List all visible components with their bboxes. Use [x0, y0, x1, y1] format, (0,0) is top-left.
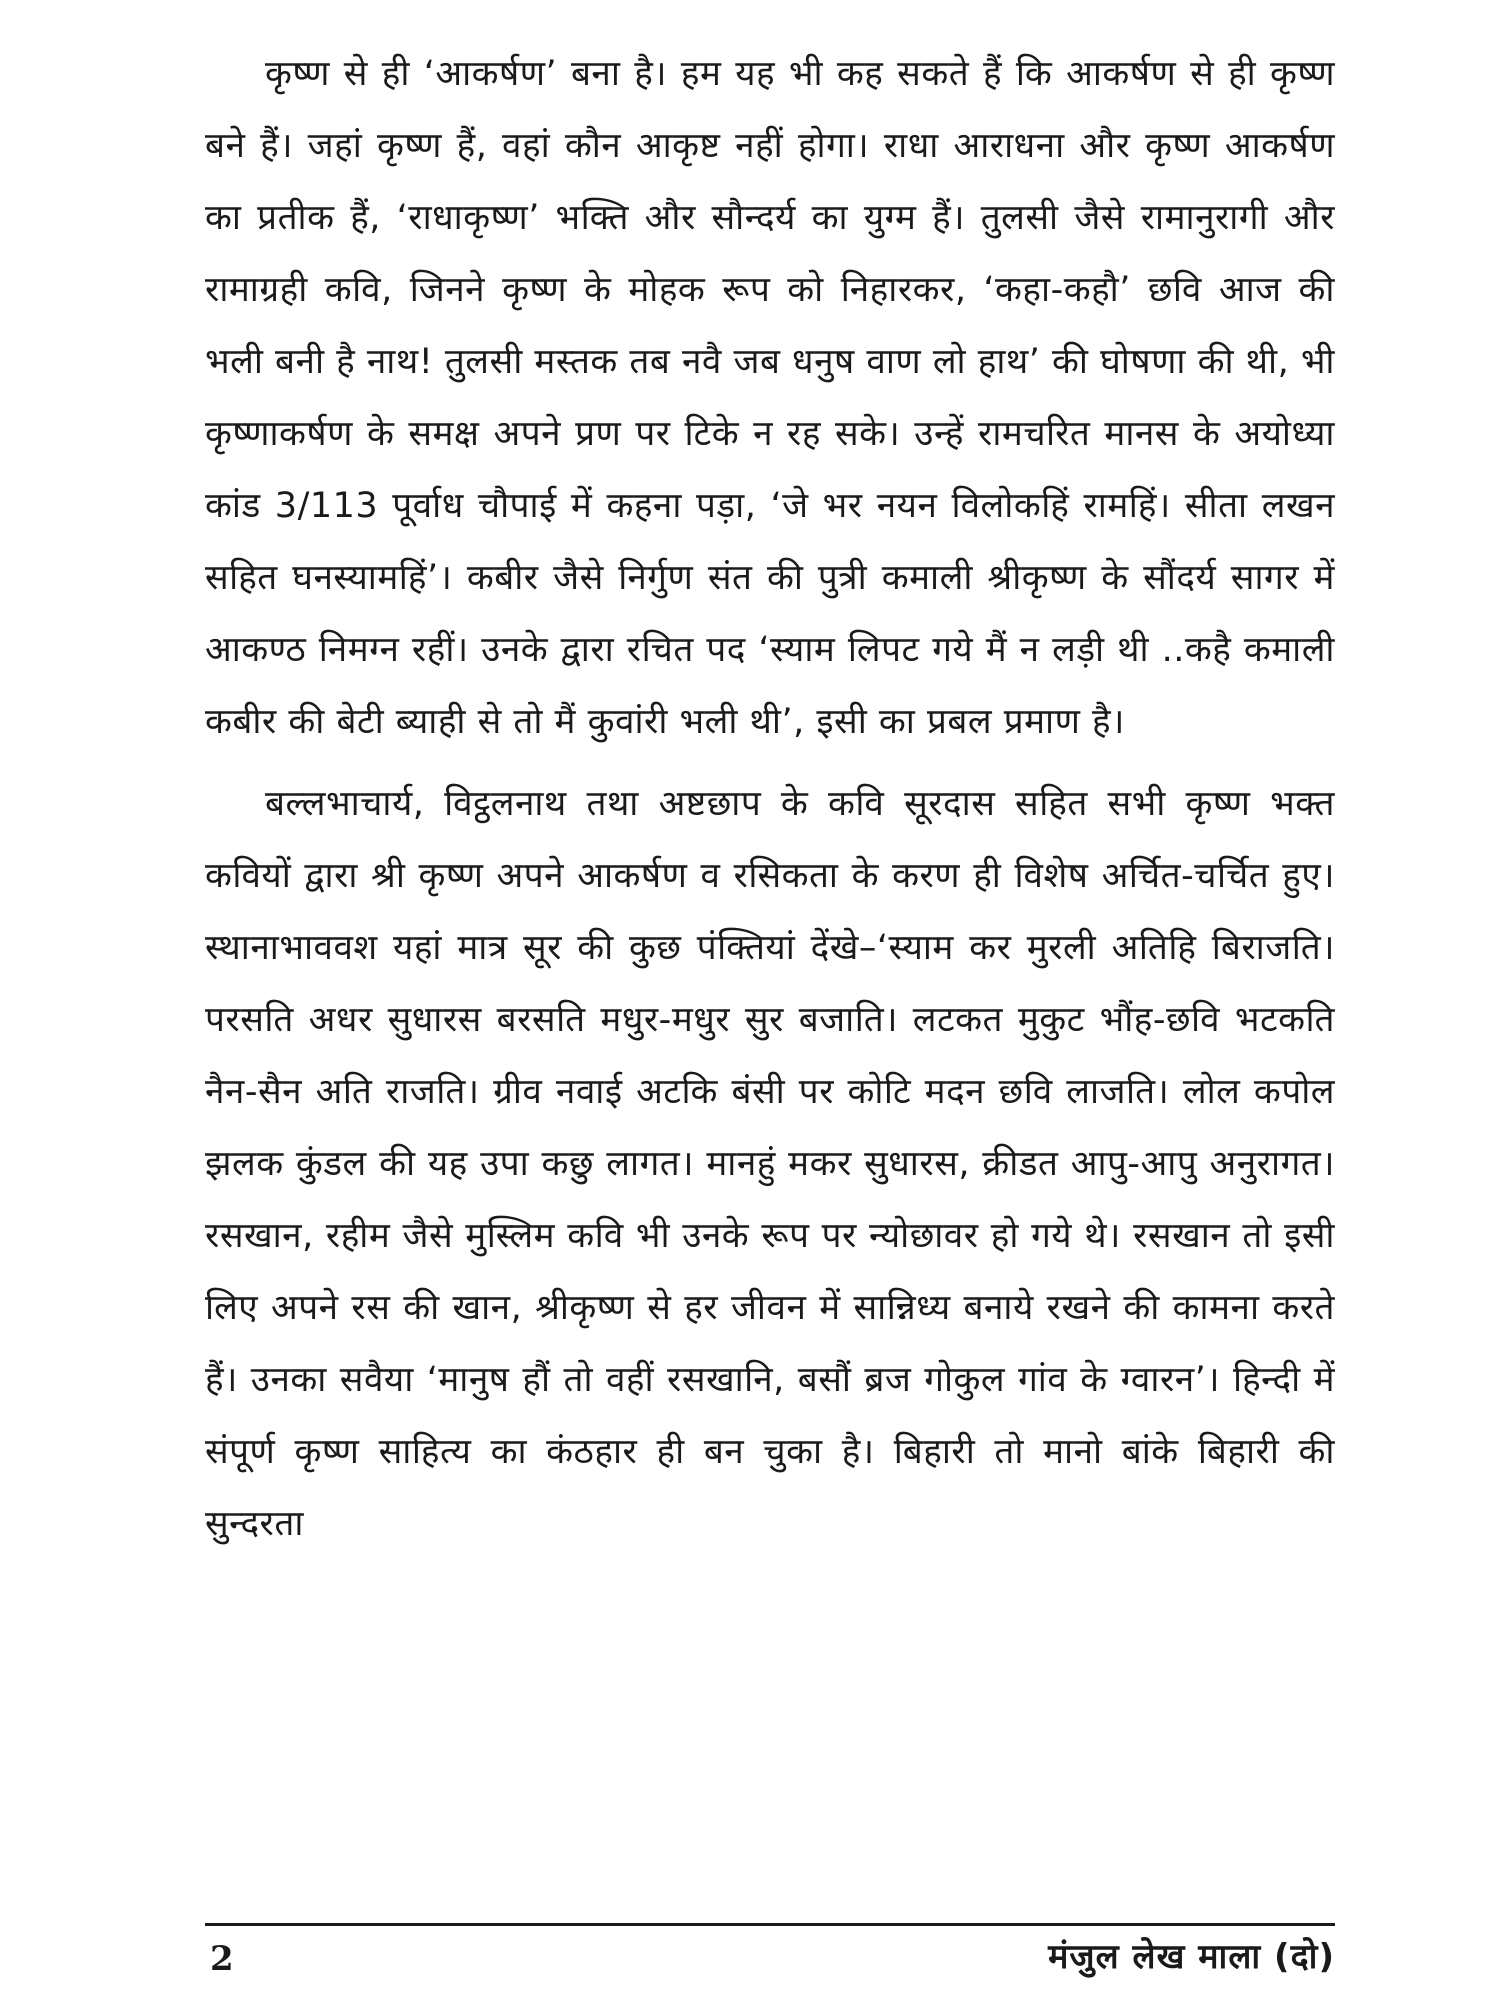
footer-divider [205, 1923, 1335, 1926]
paragraph-1: कृष्ण से ही ‘आकर्षण’ बना है। हम यह भी कह सकते हैं कि आकर्षण से ही कृष्ण बने हैं। जहां कृष्ण हैं, वहां कौन आकृष्ट नहीं होगा। राधा आराधना और कृष्ण आकर्षण का प्रतीक हैं, ‘राधाकृष्ण’ भक्ति और सौन्दर्य का युग्म हैं। तुलसी जैसे रामानुरागी और रामाग्रही कवि, जिनने कृष्ण के मोहक रूप को निहारकर, ‘कहा-कहौ’ छवि आज की भली बनी है नाथ! तुलसी मस्तक तब नवै जब धनुष वाण लो हाथ’ की घोषणा की थी, भी कृष्णाकर्षण के समक्ष अपने प्रण पर टिके न रह सके। उन्हें रामचरित मानस के अयोध्या कांड 3/113 पूर्वाध चौपाई में कहना पड़ा, ‘जे भर नयन विलोकहिं रामहिं। सीता लखन सहित घनस्यामहिं’। कबीर जैसे निर्गुण संत की पुत्री कमाली श्रीकृष्ण के सौंदर्य सागर में आकण्ठ निमग्न रहीं। उनके द्वारा रचित पद ‘स्याम लिपट गये मैं न लड़ी थी ..कहै कमाली कबीर की बेटी ब्याही से तो मैं कुवांरी भली थी’, इसी का प्रबल प्रमाण है। [205, 54, 1335, 742]
page-number: 2 [210, 1939, 234, 1979]
running-footer-title: मंजुल लेख माला (दो) [1048, 1937, 1335, 1977]
paragraph-2: बल्लभाचार्य, विट्ठलनाथ तथा अष्टछाप के कवि सूरदास सहित सभी कृष्ण भक्त कवियों द्वारा श्री कृष्ण अपने आकर्षण व रसिकता के करण ही विशेष अर्चित-चर्चित हुए। स्थानाभाववश यहां मात्र सूर की कुछ पंक्तियां देंखे–‘स्याम कर मुरली अतिहि बिराजति। परसति अधर सुधारस बरसति मधुर-मधुर सुर बजाति। लटकत मुकुट भौंह-छवि भटकति नैन-सैन अति राजति। ग्रीव नवाई अटकि बंसी पर कोटि मदन छवि लाजति। लोल कपोल झलक कुंडल की यह उपा कछु लागत। मानहुं मकर सुधारस, क्रीडत आपु-आपु अनुरागत। रसखान, रहीम जैसे मुस्लिम कवि भी उनके रूप पर न्योछावर हो गये थे। रसखान तो इसी लिए अपने रस की खान, श्रीकृष्ण से हर जीवन में सान्निध्य बनाये रखने की कामना करते हैं। उनका सवैया ‘मानुष हौं तो वहीं रसखानि, बसौं ब्रज गोकुल गांव के ग्वारन’। हिन्दी में संपूर्ण कृष्ण साहित्य का कंठहार ही बन चुका है। बिहारी तो मानो बांके बिहारी की सुन्दरता [205, 784, 1335, 1544]
body-text [205, 38, 1335, 1560]
